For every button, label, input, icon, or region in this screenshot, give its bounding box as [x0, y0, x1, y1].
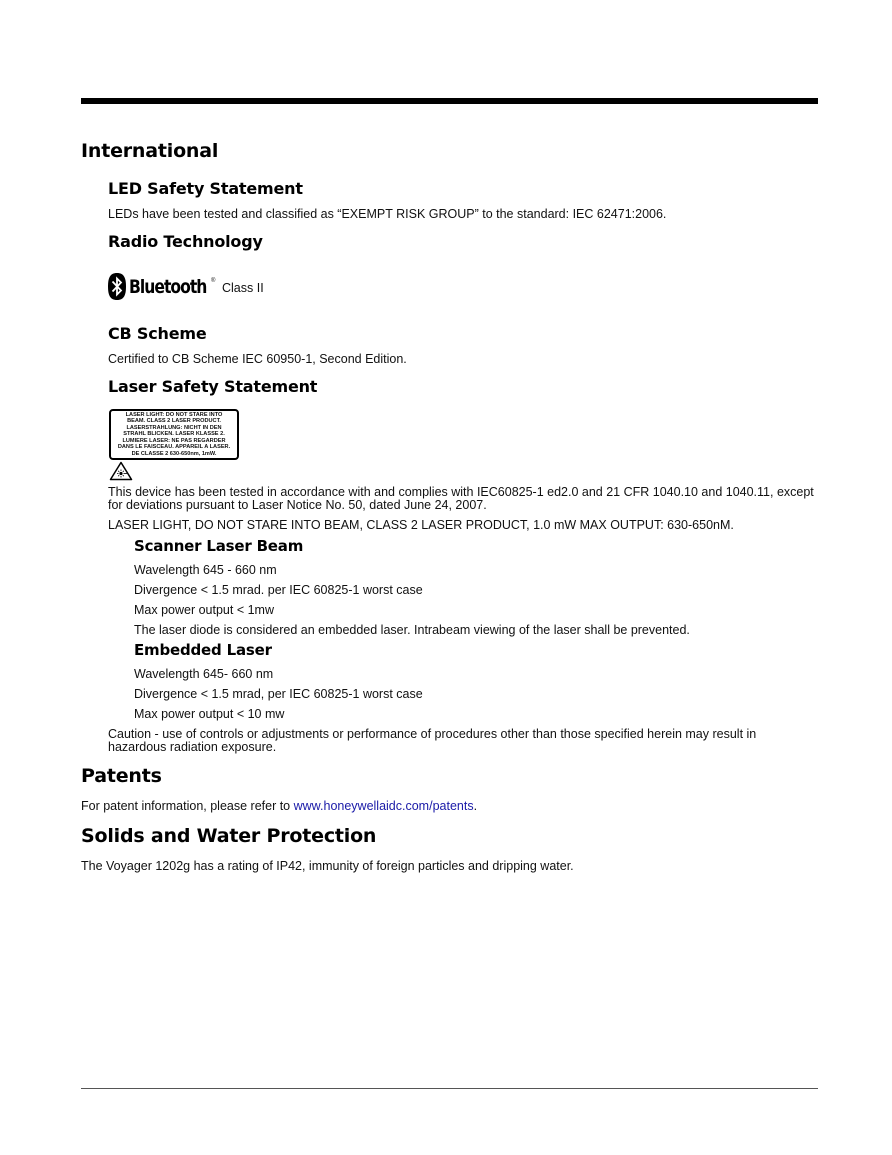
embedded-laser-item: Wavelength 645- 660 nm: [134, 667, 274, 681]
laser-hazard-icon: [109, 461, 133, 481]
heading-embedded-laser: Embedded Laser: [134, 641, 272, 659]
heading-solids-water: Solids and Water Protection: [81, 825, 377, 847]
patents-text: [81, 800, 818, 813]
bluetooth-wordmark: Bluetooth: [129, 275, 207, 298]
patents-text-before: For patent information, please refer to: [81, 799, 294, 813]
heading-international: International: [81, 140, 219, 162]
laser-warning-text: LASER LIGHT, DO NOT STARE INTO BEAM, CLASS 2 LASER PRODUCT, 1.0 mW MAX OUTPUT: 630-650nM.: [108, 518, 734, 532]
scanner-beam-item: Divergence < 1.5 mrad. per IEC 60825-1 worst case: [134, 583, 423, 597]
heading-laser-safety: Laser Safety Statement: [108, 377, 318, 396]
registered-mark: ®: [211, 278, 216, 284]
scanner-beam-item: Wavelength 645 - 660 nm: [134, 563, 277, 577]
embedded-laser-item: Max power output < 10 mw: [134, 707, 285, 721]
cb-scheme-text: Certified to CB Scheme IEC 60950-1, Second Edition.: [108, 352, 407, 366]
footer-rule: [81, 1088, 818, 1089]
heading-led-safety: LED Safety Statement: [108, 179, 303, 198]
bluetooth-logo: [108, 273, 223, 300]
heading-cb-scheme: CB Scheme: [108, 324, 207, 343]
heading-radio-technology: Radio Technology: [108, 232, 263, 251]
bluetooth-class-text: Class II: [222, 281, 264, 295]
embedded-laser-item: Divergence < 1.5 mrad, per IEC 60825-1 worst case: [134, 687, 423, 701]
laser-warning-label: [109, 409, 239, 460]
heading-scanner-laser-beam: Scanner Laser Beam: [134, 537, 304, 555]
header-rule: [81, 98, 818, 104]
led-safety-text: LEDs have been tested and classified as “EXEMPT RISK GROUP” to the standard: IEC 62471:2006.: [108, 207, 667, 221]
patents-link[interactable]: www.honeywellaidc.com/patents: [293, 799, 474, 813]
scanner-beam-item: The laser diode is considered an embedded laser. Intrabeam viewing of the laser shall be prevented.: [134, 623, 690, 637]
laser-compliance-text: This device has been tested in accordance with and complies with IEC60825-1 ed2.0 and 21 CFR 1040.10 and 1040.11, except for deviations pursuant to Laser Notice No. 50, dated June 24, 2007.: [108, 485, 814, 512]
patents-text-after: .: [473, 799, 478, 813]
caution-text: Caution - use of controls or adjustments or performance of procedures other than those specified herein may result in hazardous radiation exposure.: [108, 727, 757, 754]
laser-warning-label-text: LASER LIGHT: DO NOT STARE INTO BEAM. CLASS 2 LASER PRODUCT. LASERSTRAHLUNG: NICHT IN DEN STRAHL BLICKEN. LASER KLASSE 2. LUMIERE LASER: NE PAS REGARDER DANS LE FAISCEAU. APPAREIL A LASER. DE CLASSE 2 630-650nm, 1mW.: [117, 412, 231, 457]
bluetooth-icon: [108, 273, 126, 300]
scanner-beam-item: Max power output < 1mw: [134, 603, 274, 617]
solids-water-text: The Voyager 1202g has a rating of IP42, immunity of foreign particles and dripping water.: [81, 859, 574, 873]
heading-patents: Patents: [81, 765, 162, 787]
